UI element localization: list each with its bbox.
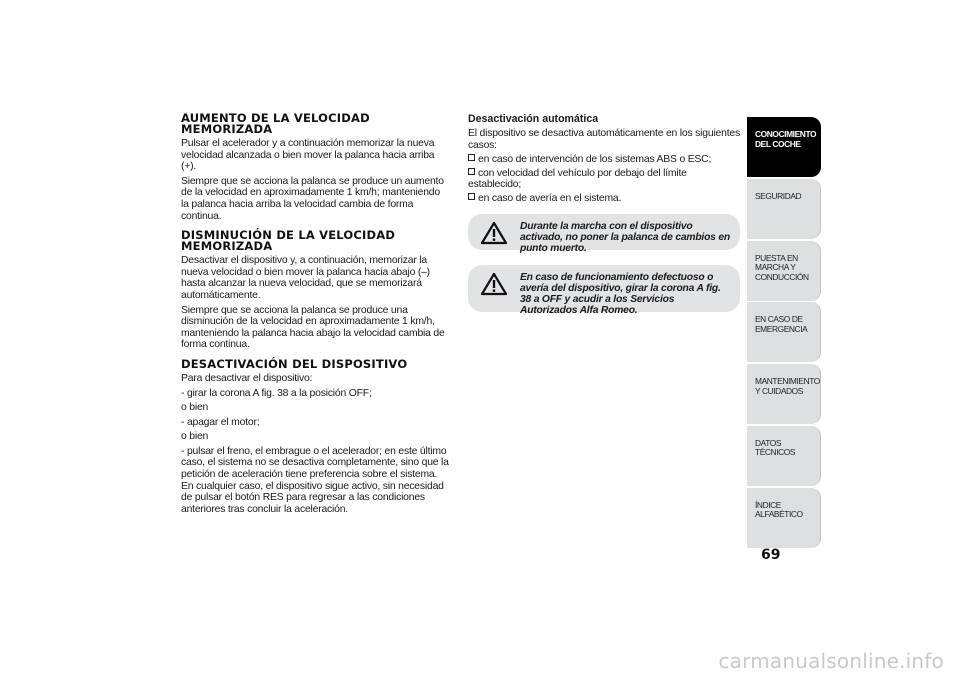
checkbox-bullet-icon <box>468 168 475 175</box>
paragraph: - apagar el motor; <box>181 416 260 428</box>
tab-indice-alfabetico[interactable]: ÍNDICE ALFABÉTICO <box>747 488 821 548</box>
list-item: en caso de avería en el sistema. <box>468 193 740 205</box>
checkbox-bullet-icon <box>468 193 475 200</box>
paragraph: El dispositivo se desactiva automáticamente en los siguientes casos: <box>468 128 740 151</box>
watermark: carmanualsonline.info <box>718 649 944 673</box>
tab-seguridad[interactable]: SEGURIDAD <box>747 179 821 239</box>
tab-en-caso-de-emergencia[interactable]: EN CASO DE EMERGENCIA <box>747 302 821 362</box>
warning-box <box>468 265 740 317</box>
tab-mantenimiento[interactable]: MANTENIMIENTO Y CUIDADOS <box>747 364 821 424</box>
paragraph: Siempre que se acciona la palanca se produce una disminución de la velocidad en aproximadamente 1 km/h, manteniendo la palanca hacia abajo la velocidad cambia de forma continua. <box>181 304 445 351</box>
page-number: 69 <box>761 547 781 563</box>
tab-conocimiento-del-coche[interactable]: CONOCIMIENTO DEL COCHE <box>747 117 821 177</box>
section-tabs <box>747 117 821 550</box>
paragraph: - girar la corona A fig. 38 a la posición OFF; <box>181 387 372 399</box>
paragraph: o bien <box>181 402 209 414</box>
paragraph: Para desactivar el dispositivo: <box>181 372 313 384</box>
warning-triangle-icon <box>480 272 508 296</box>
subheading-desactivacion-automatica: Desactivación automática <box>468 113 599 125</box>
list-item: con velocidad del vehículo por debajo del límite establecido; <box>468 167 687 191</box>
left-column <box>181 113 449 518</box>
paragraph: Siempre que se acciona la palanca se produce un aumento de la velocidad en aproximadamente 1 km/h; manteniendo la palanca hacia arriba la velocidad cambia de forma continua. <box>181 175 444 222</box>
warning-triangle-icon <box>480 221 508 245</box>
paragraph: - pulsar el freno, el embrague o el acelerador; en este último caso, el sistema no se desactiva completamente, sino que la petición de aceleración tiene preferencia sobre el sistema. En cualquier caso, el dispositivo sigue activo, sin necesidad de pulsar el botón RES para regresar a las condiciones anteriores tras concluir la aceleración. <box>181 445 449 515</box>
paragraph: o bien <box>181 431 209 443</box>
list-item: en caso de intervención de los sistemas ABS o ESC; <box>468 154 740 166</box>
warning-box <box>468 214 740 254</box>
paragraph: Pulsar el acelerador y a continuación memorizar la nueva velocidad alcanzada o bien mover la palanca hacia arriba (+). <box>181 138 435 173</box>
tab-puesta-en-marcha[interactable]: PUESTA EN MARCHA Y CONDUCCIÓN <box>747 241 821 301</box>
warning-text: Durante la marcha con el dispositivo activado, no poner la palanca de cambios en punto muerto. <box>520 220 730 254</box>
heading-desactivacion: DESACTIVACIÓN DEL DISPOSITIVO <box>181 356 408 371</box>
bullet-list <box>468 154 740 204</box>
right-column <box>468 113 740 317</box>
heading-disminucion: DISMINUCIÓN DE LA VELOCIDAD MEMORIZADA <box>181 228 396 254</box>
checkbox-bullet-icon <box>468 154 475 161</box>
tab-datos-tecnicos[interactable]: DATOS TÉCNICOS <box>747 426 821 486</box>
heading-aumento: AUMENTO DE LA VELOCIDAD MEMORIZADA <box>181 111 370 136</box>
warning-text: En caso de funcionamiento defectuoso o avería del dispositivo, girar la corona A fig. 38 a OFF y acudir a los Servicios Autorizados Alfa Romeo. <box>520 271 721 317</box>
paragraph: Desactivar el dispositivo y, a continuación, memorizar la nueva velocidad o bien mover la palanca hacia abajo (–) hasta alcanzar la nueva velocidad, que se memorizará automáticamente. <box>181 255 430 301</box>
